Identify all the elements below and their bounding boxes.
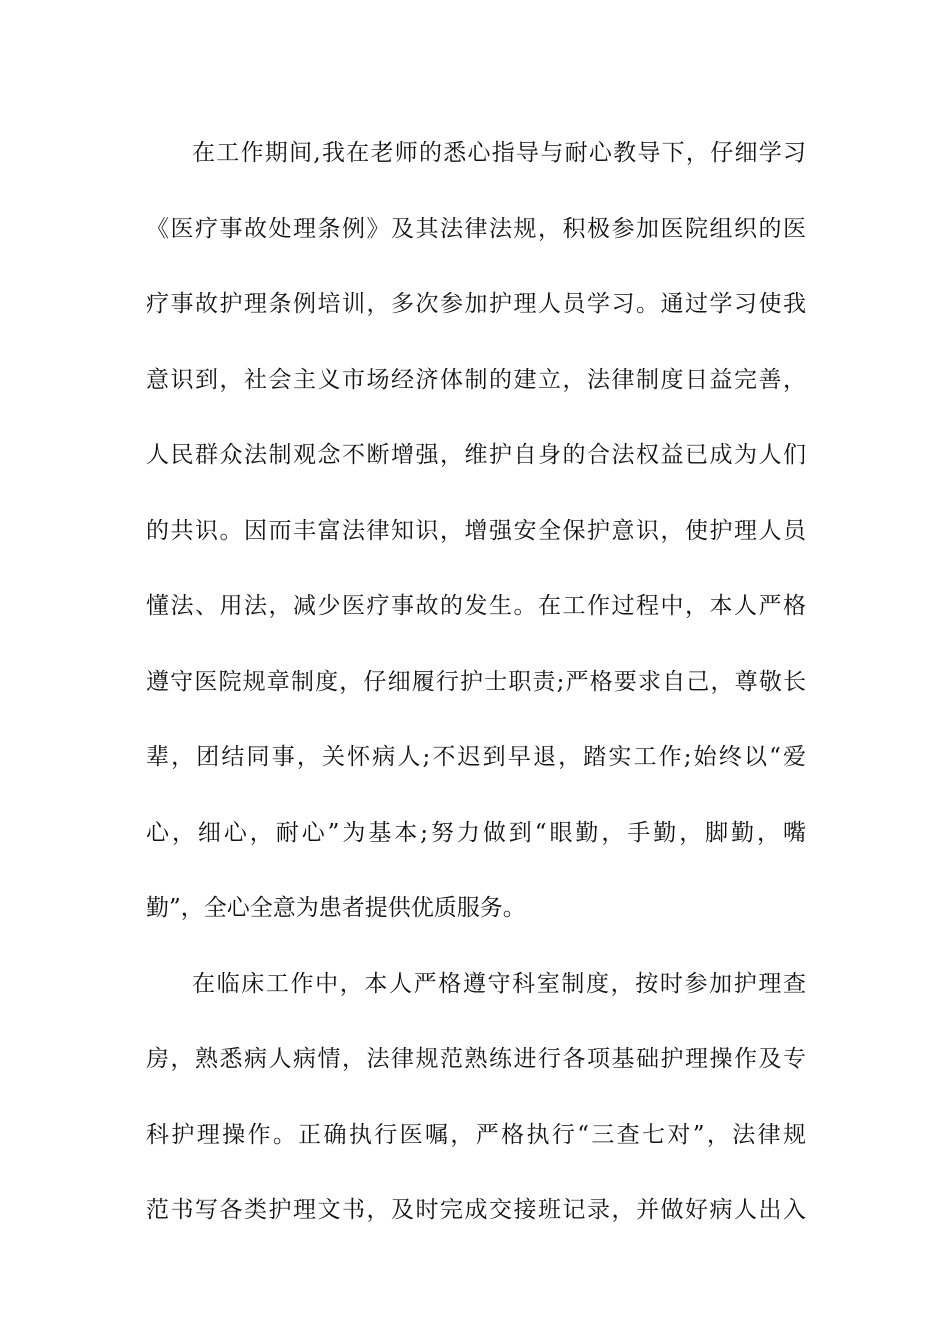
text-line: 懂法、用法，减少医疗事故的发生。在工作过程中，本人严格: [146, 593, 806, 619]
document-body: [146, 127, 806, 1260]
text-line: 房，熟悉病人病情，法律规范熟练进行各项基础护理操作及专: [146, 1046, 806, 1072]
paragraph-2: [146, 958, 806, 1260]
text-line: 心，细心，耐心”为基本;努力做到“眼勤，手勤，脚勤，嘴: [146, 819, 806, 846]
text-line: 人民群众法制观念不断增强，维护自身的合法权益已成为人们: [146, 442, 806, 468]
text-line: 辈，团结同事，关怀病人;不迟到早退，踏实工作;始终以“爱: [146, 744, 806, 770]
text-line: 疗事故护理条例培训，多次参加护理人员学习。通过学习使我: [146, 291, 806, 317]
text-line: 在工作期间,我在老师的悉心指导与耐心教导下，仔细学习: [192, 140, 806, 166]
text-line: 在临床工作中，本人严格遵守科室制度，按时参加护理查: [192, 970, 806, 997]
text-line: 遵守医院规章制度，仔细履行护士职责;严格要求自己，尊敬长: [146, 668, 806, 695]
text-line: 的共识。因而丰富法律知识，增强安全保护意识，使护理人员: [146, 517, 806, 544]
text-line: 勤”，全心全意为患者提供优质服务。: [146, 895, 526, 921]
text-line: 《医疗事故处理条例》及其法律法规，积极参加医院组织的医: [146, 215, 806, 242]
text-line: 范书写各类护理文书，及时完成交接班记录，并做好病人出入: [146, 1197, 806, 1223]
text-line: 科护理操作。正确执行医嘱，严格执行“三查七对”，法律规: [146, 1121, 806, 1148]
text-line: 意识到，社会主义市场经济体制的建立，法律制度日益完善，: [146, 366, 806, 393]
paragraph-1: [146, 127, 806, 958]
